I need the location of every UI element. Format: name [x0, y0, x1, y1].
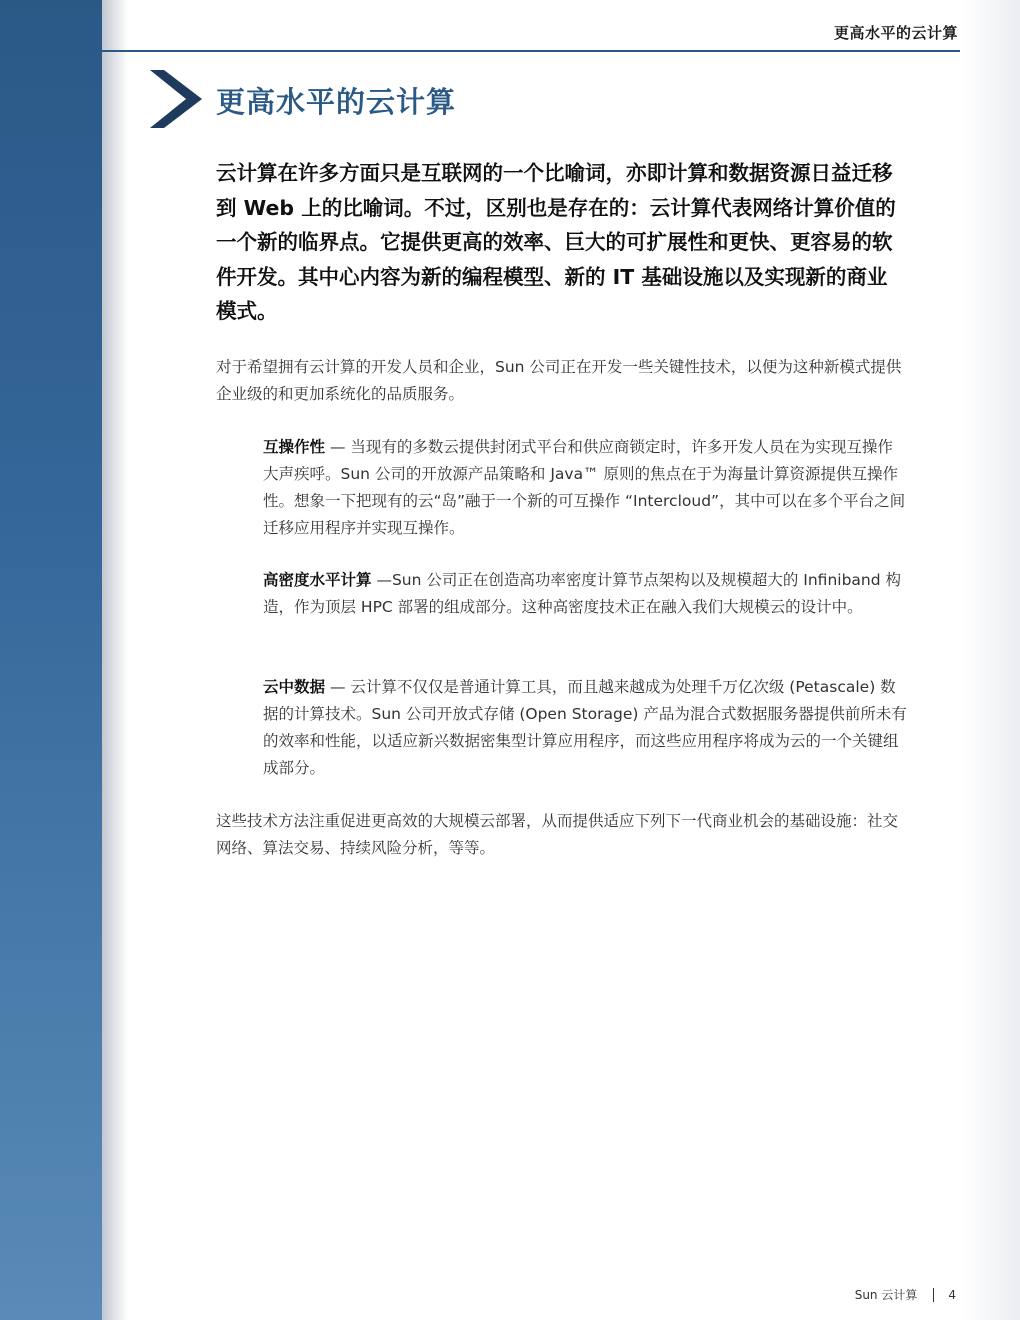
feature-text: — 当现有的多数云提供封闭式平台和供应商锁定时，许多开发人员在为实现互操作大声疾呼。Sun 公司的开放源产品策略和 Java™ 原则的焦点在于为海量计算资源提供互操作性。想象一下把现有的云“岛”融于一个新的可互操作 “Intercloud”，其中可以在多个平台之间迁移应用程序并实现互操作。: [263, 438, 906, 537]
footer-divider: [933, 1288, 934, 1302]
feature-text: — 云计算不仅仅是普通计算工具，而且越来越成为处理千万亿次级 (Petascale) 数据的计算技术。Sun 公司开放式存储 (Open Storage) 产品为混合式数据服务器提供前所未有的效率和性能，以适应新兴数据密集型计算应用程序，而这些应用程序将成为云的一个关键组成部分。: [263, 678, 907, 777]
feature-interoperability: [263, 434, 908, 542]
feature-title: 互操作性: [263, 438, 326, 456]
right-edge-shade: [960, 0, 1020, 1320]
page-title: 更高水平的云计算: [216, 85, 457, 119]
feature-high-density-computing: [263, 567, 908, 621]
page-number: 4: [948, 1287, 956, 1302]
page-footer: [855, 1286, 956, 1303]
sidebar-band: [0, 0, 102, 1320]
header-divider: [102, 50, 960, 52]
feature-data-in-cloud: [263, 674, 908, 782]
feature-title: 高密度水平计算: [263, 571, 372, 589]
intro-paragraph: 对于希望拥有云计算的开发人员和企业，Sun 公司正在开发一些关键性技术，以便为这种新模式提供企业级的和更加系统化的品质服务。: [216, 358, 902, 403]
sidebar-shadow: [102, 0, 128, 1320]
closing-paragraph: 这些技术方法注重促进更高效的大规模云部署，从而提供适应下列下一代商业机会的基础设施：社交网络、算法交易、持续风险分析，等等。: [216, 812, 899, 857]
feature-title: 云中数据: [263, 678, 326, 696]
lead-paragraph: 云计算在许多方面只是互联网的一个比喻词，亦即计算和数据资源日益迁移到 Web 上的比喻词。不过，区别也是存在的：云计算代表网络计算价值的一个新的临界点。它提供更高的效率、巨大的可扩展性和更快、更容易的软件开发。其中心内容为新的编程模型、新的 IT 基础设施以及实现新的商业模式。: [216, 161, 896, 323]
chevron-icon: [146, 70, 202, 128]
running-header: 更高水平的云计算: [833, 24, 958, 42]
feature-text: —Sun 公司正在创造高功率密度计算节点架构以及规模超大的 Infiniband 构造，作为顶层 HPC 部署的组成部分。这种高密度技术正在融入我们大规模云的设计中。: [263, 571, 901, 616]
footer-doc-name: Sun 云计算: [854, 1288, 918, 1302]
